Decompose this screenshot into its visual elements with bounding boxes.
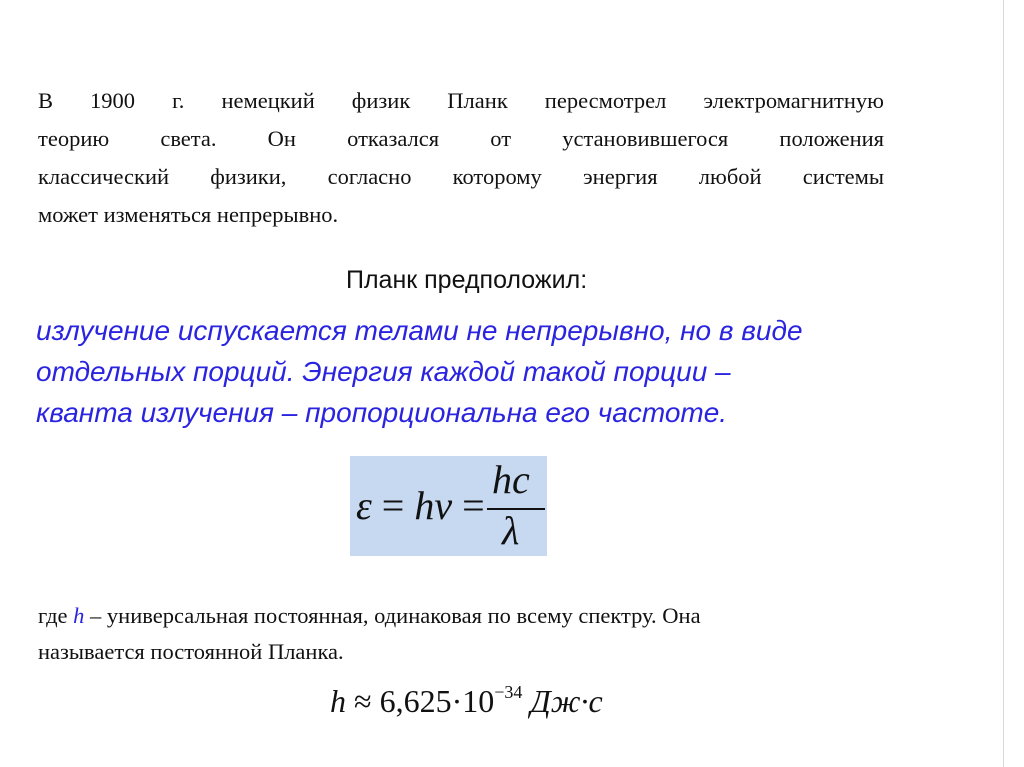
planck-hypothesis — [36, 310, 896, 433]
intro-line: В 1900 г. немецкий физик Планк пересмотрел электромагнитную — [38, 88, 884, 113]
formula-lhs — [356, 482, 485, 529]
intro-paragraph — [38, 82, 884, 234]
formula-equals: = — [371, 483, 415, 528]
explanation-line-1 — [38, 598, 908, 634]
formula-h: h — [414, 483, 435, 528]
hypothesis-line: отдельных порций. Энергия каждой такой порции – — [36, 356, 731, 387]
constant-approx: ≈ 6,625·10 — [346, 683, 495, 719]
constant-exponent: −34 — [494, 682, 523, 702]
formula-nu: ν — [434, 483, 453, 528]
constant-unit: Дж·с — [522, 683, 603, 719]
energy-formula — [350, 456, 547, 556]
explanation-line-2: называется постоянной Планка. — [38, 639, 344, 664]
planck-symbol: h — [73, 603, 85, 628]
constant-explanation — [38, 598, 908, 670]
explanation-rest: – универсальная постоянная, одинаковая по всему спектру. Она — [84, 603, 701, 628]
formula-epsilon: ε — [356, 483, 372, 528]
planck-constant-value — [330, 682, 603, 720]
formula-denominator: λ — [502, 508, 520, 553]
formula-equals-2: = — [452, 483, 485, 528]
hypothesis-line: кванта излучения – пропорциональна его частоте. — [36, 397, 728, 428]
constant-symbol: h — [330, 683, 346, 719]
intro-line: может изменяться непрерывно. — [38, 202, 339, 227]
intro-line: теорию света. Он отказался от установившегося положения — [38, 126, 884, 151]
intro-line: классический физики, согласно которому энергия любой системы — [38, 164, 884, 189]
slide-edge-line — [1003, 0, 1004, 767]
formula-numerator: hc — [492, 457, 530, 502]
planck-heading: Планк предположил: — [346, 266, 588, 294]
explanation-prefix: где — [38, 603, 74, 628]
hypothesis-line: излучение испускается телами не непрерывно, но в виде — [36, 315, 803, 346]
